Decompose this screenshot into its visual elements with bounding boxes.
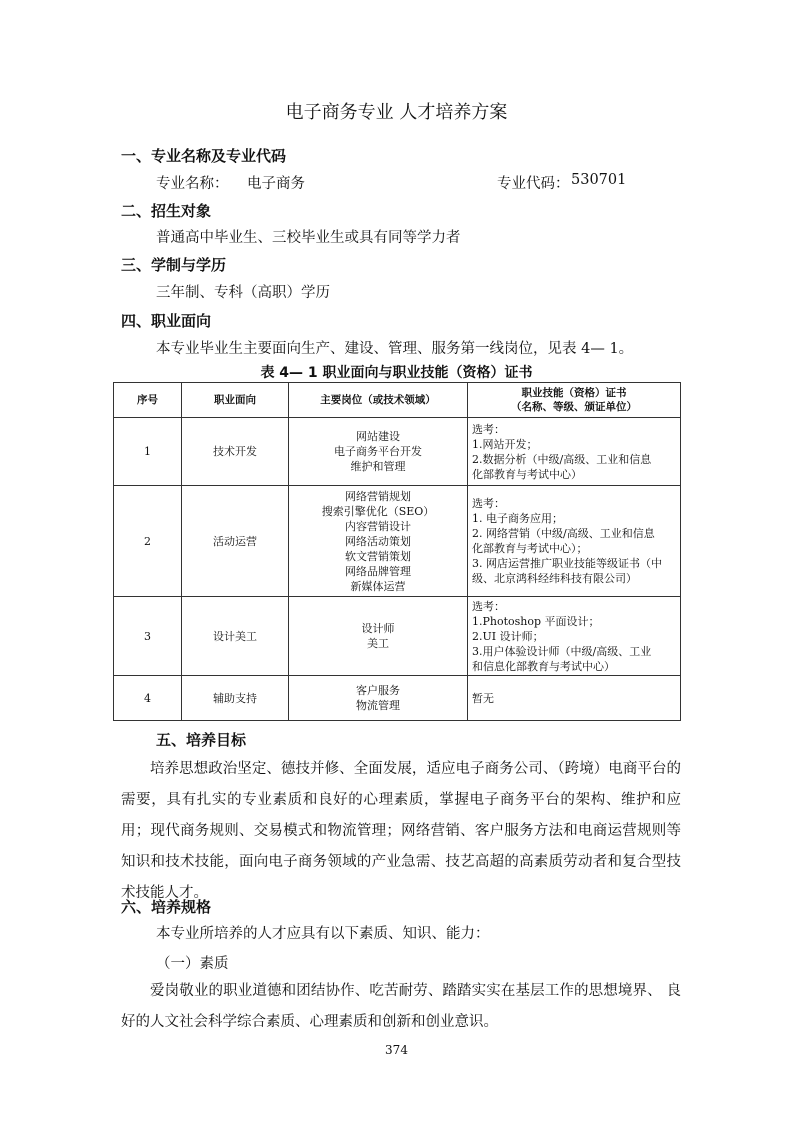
section-1-heading: 一、专业名称及专业代码 xyxy=(121,147,287,165)
table-row xyxy=(114,676,681,721)
career-table xyxy=(113,382,681,721)
row-field: 技术开发 xyxy=(182,418,289,486)
section-6-heading: 六、培养规格 xyxy=(121,898,212,916)
cert-line: 2.数据分析（中级/高级、工业和信息 xyxy=(472,452,652,466)
cert-line: 1. 电子商务应用； xyxy=(472,512,563,525)
table-row xyxy=(114,486,681,597)
major-name-value: 电子商务 xyxy=(247,176,305,192)
cert-line: 3.用户体验设计师（中级/高级、工业 xyxy=(472,644,652,658)
post-item: 软文营销策划 xyxy=(345,549,411,563)
page-number: 374 xyxy=(385,1043,408,1057)
post-item: 设计师 xyxy=(361,622,395,635)
row-posts xyxy=(289,597,468,676)
header-certs-line2: （名称、等级、颁证单位） xyxy=(511,401,637,413)
row-certs xyxy=(468,676,681,721)
header-posts: 主要岗位（或技术领域） xyxy=(289,383,468,418)
section-5-text: 培养思想政治坚定、德技并修、全面发展，适应电子商务公司、（跨境）电商平台的需要，具有扎实的专业素质和良好的心理素质，掌握电子商务平台的架构、维护和应用；现代商务规则、交易模式和物流管理；网络营销、客户服务方法和电商运营规则等知识和技术技能，面向电子商务领域的产业急需、技艺高超的高素质劳动者和复合型技术技能人才。 xyxy=(121,761,681,901)
section-2-heading: 二、招生对象 xyxy=(121,202,212,220)
cert-line: 1.Photoshop 平面设计； xyxy=(472,614,600,628)
post-item: 搜索引擎优化（SEO） xyxy=(321,504,435,518)
cert-line: 化部教育与考试中心） xyxy=(472,467,582,481)
row-no: 2 xyxy=(114,486,182,597)
header-certs xyxy=(468,383,681,418)
cert-line: 选考： xyxy=(472,497,505,510)
section-5-heading: 五、培养目标 xyxy=(156,731,247,749)
post-item: 维护和管理 xyxy=(350,460,406,473)
major-name-label: 专业名称： xyxy=(156,176,229,192)
quality-text: 爱岗敬业的职业道德和团结协作、吃苦耐劳、踏踏实实在基层工作的思想境界、 良好的人文社会科学综合素质、心理素质和创新和创业意识。 xyxy=(121,983,681,1030)
row-no: 3 xyxy=(114,597,182,676)
section-4-text: 本专业毕业生主要面向生产、建设、管理、服务第一线岗位，见表 4— 1。 xyxy=(156,341,634,357)
table-row xyxy=(114,597,681,676)
section-6-intro: 本专业所培养的人才应具有以下素质、知识、能力： xyxy=(156,926,490,942)
cert-line: 级、北京鸿科经纬科技有限公司） xyxy=(472,572,637,585)
row-certs xyxy=(468,418,681,486)
post-item: 内容营销设计 xyxy=(345,519,411,533)
header-no: 序号 xyxy=(114,383,182,418)
post-item: 网络活动策划 xyxy=(345,534,411,548)
cert-line: 2.UI 设计师； xyxy=(472,629,544,643)
cert-line: 2. 网络营销（中级/高级、工业和信息 xyxy=(472,527,655,540)
section-4-heading: 四、职业面向 xyxy=(121,312,212,330)
row-posts xyxy=(289,486,468,597)
section-2-text: 普通高中毕业生、三校毕业生或具有同等学力者 xyxy=(156,230,461,246)
page-title: 电子商务专业 人才培养方案 xyxy=(285,102,508,123)
cert-line: 暂无 xyxy=(472,691,494,705)
row-posts xyxy=(289,418,468,486)
post-item: 客户服务 xyxy=(356,684,400,697)
post-item: 网络营销规划 xyxy=(345,489,411,503)
post-item: 网站建设 xyxy=(356,430,400,443)
post-item: 物流管理 xyxy=(356,699,400,712)
post-item: 网络品牌管理 xyxy=(345,564,411,578)
row-field: 活动运营 xyxy=(182,486,289,597)
row-field: 辅助支持 xyxy=(182,676,289,721)
post-item: 美工 xyxy=(367,637,389,650)
cert-line: 选考： xyxy=(472,422,505,436)
table-header-row xyxy=(114,383,681,418)
subsection-quality-heading: （一）素质 xyxy=(156,956,229,972)
cert-line: 1.网站开发； xyxy=(472,437,538,451)
row-certs xyxy=(468,486,681,597)
section-3-heading: 三、学制与学历 xyxy=(121,256,227,274)
cert-line: 和信息化部教育与考试中心） xyxy=(472,659,615,673)
section-3-text: 三年制、专科（高职）学历 xyxy=(156,285,330,301)
table-caption: 表 4— 1 职业面向与职业技能（资格）证书 xyxy=(260,365,533,381)
header-field: 职业面向 xyxy=(182,383,289,418)
cert-line: 选考： xyxy=(472,599,505,613)
row-no: 4 xyxy=(114,676,182,721)
cert-line: 化部教育与考试中心）； xyxy=(472,542,588,555)
row-posts xyxy=(289,676,468,721)
header-certs-line1: 职业技能（资格）证书 xyxy=(521,387,627,399)
table-row xyxy=(114,418,681,486)
cert-line: 3. 网店运营推广职业技能等级证书（中 xyxy=(472,557,662,570)
post-item: 新媒体运营 xyxy=(350,579,406,593)
major-code-value: 530701 xyxy=(571,172,627,188)
post-item: 电子商务平台开发 xyxy=(334,445,422,458)
row-no: 1 xyxy=(114,418,182,486)
row-field: 设计美工 xyxy=(182,597,289,676)
row-certs xyxy=(468,597,681,676)
major-code-label: 专业代码： xyxy=(497,176,570,192)
